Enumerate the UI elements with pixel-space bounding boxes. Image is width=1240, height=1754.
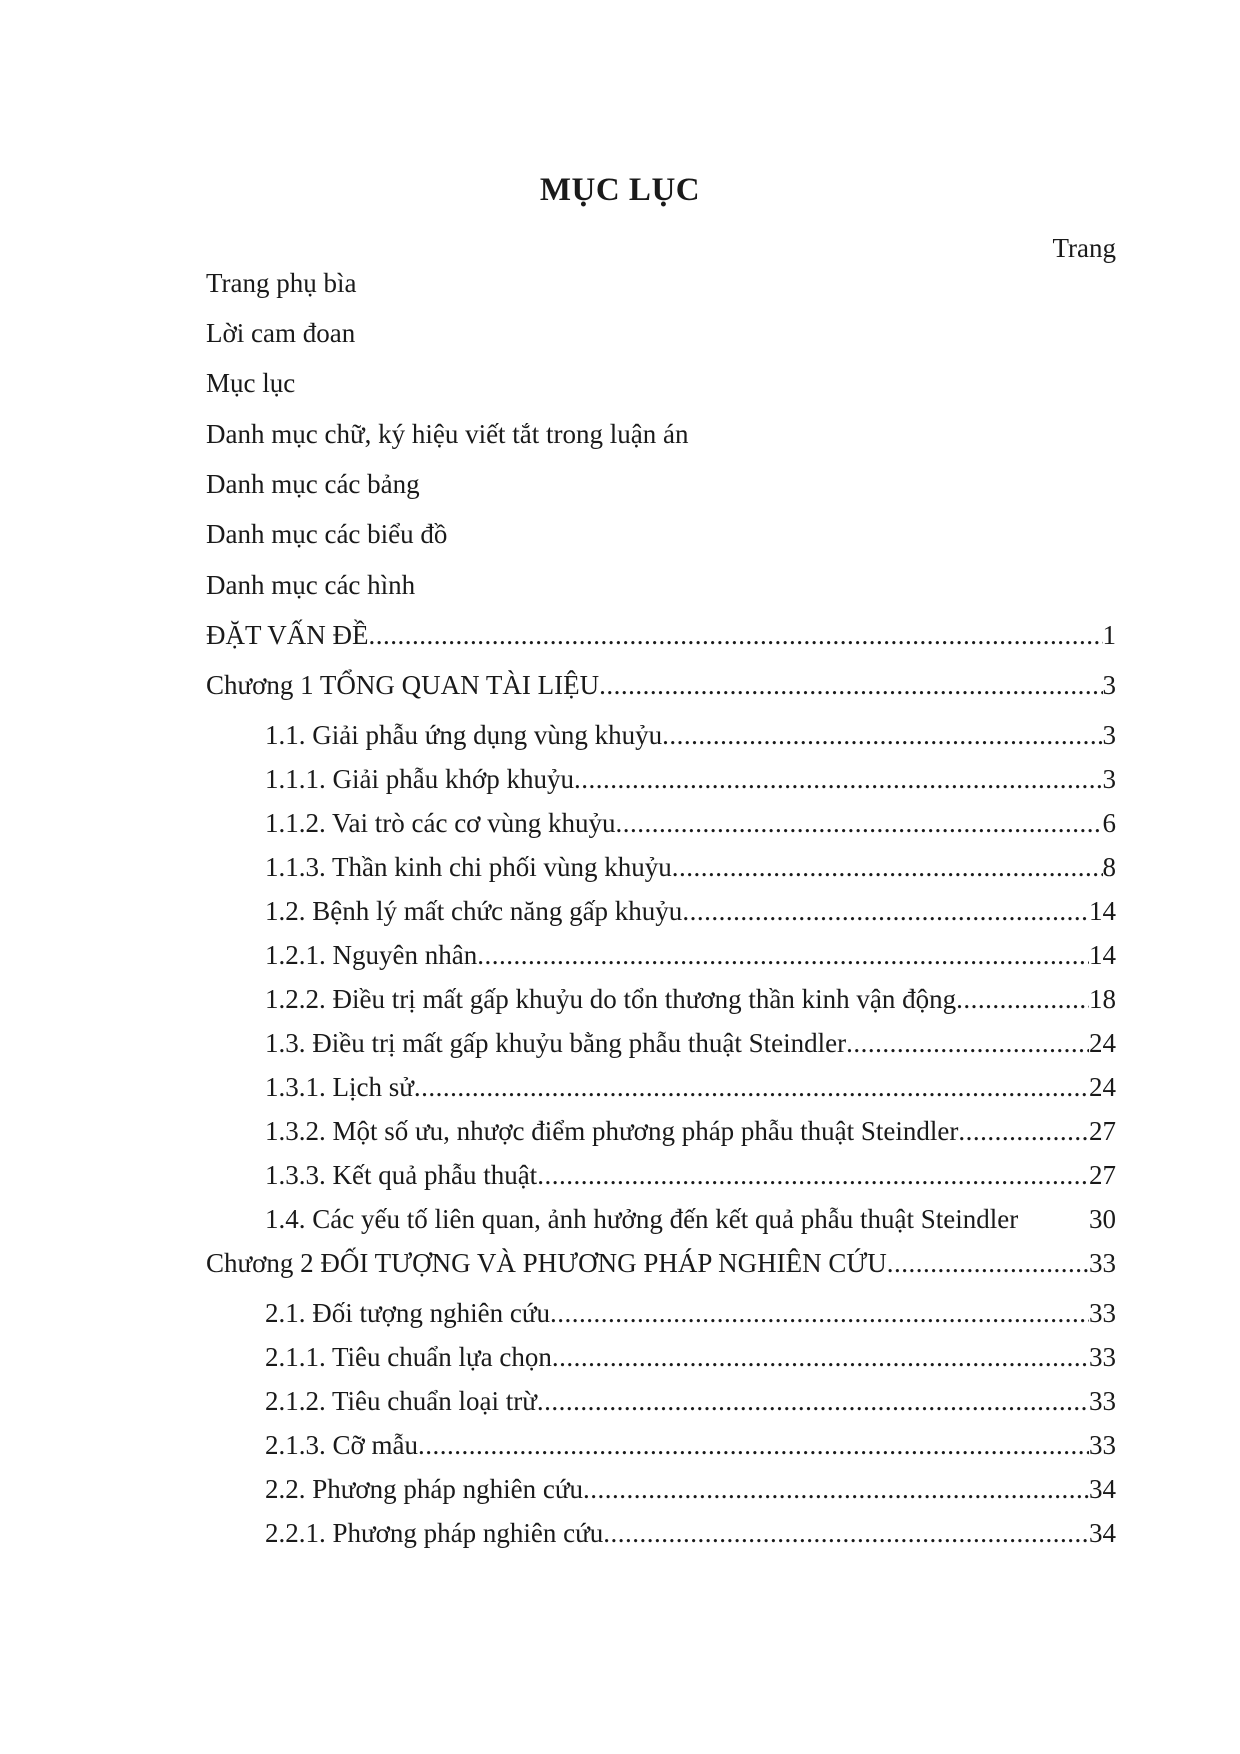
toc-page-number: 33 (1089, 1298, 1116, 1328)
toc-page-number: 14 (1089, 896, 1116, 926)
dot-leader (583, 1472, 1089, 1506)
toc-entry[interactable]: 2.2. Phương pháp nghiên cứu ..... 34 (265, 1472, 1116, 1506)
dot-leader (537, 1158, 1089, 1192)
toc-page-number: 33 (1089, 1430, 1116, 1460)
toc-page-number: 3 (1102, 720, 1116, 750)
toc-entry[interactable]: 1.2. Bệnh lý mất chức năng gấp khuỷu ..... 14 (265, 894, 1116, 928)
toc-page-number: 18 (1089, 984, 1116, 1014)
toc-page-number: 33 (1089, 1386, 1116, 1416)
dot-leader (662, 718, 1102, 752)
toc-page-number: 30 (1089, 1204, 1116, 1234)
dot-leader (887, 1246, 1089, 1280)
toc-page-number: 27 (1089, 1160, 1116, 1190)
toc-page-number: 34 (1089, 1474, 1116, 1504)
toc-front-matter-item[interactable]: Danh mục các biểu đồ (206, 519, 448, 549)
toc-entry[interactable]: 1.1.1. Giải phẫu khớp khuỷu ..... 3 (265, 762, 1116, 796)
dot-leader (537, 1384, 1089, 1418)
toc-entry[interactable]: 1.3.3. Kết quả phẫu thuật ..... 27 (265, 1158, 1116, 1192)
dot-leader (615, 806, 1102, 840)
dot-leader (477, 938, 1089, 972)
toc-front-matter-item[interactable]: Lời cam đoan (206, 318, 356, 348)
toc-page-number: 27 (1089, 1116, 1116, 1146)
dot-leader (599, 668, 1102, 702)
toc-page-number: 1 (1102, 620, 1116, 650)
toc-entry[interactable]: 1.1. Giải phẫu ứng dụng vùng khuỷu ..... 3 (265, 718, 1116, 752)
toc-page-number: 8 (1102, 852, 1116, 882)
toc-entry[interactable]: 2.2.1. Phương pháp nghiên cứu ..... 34 (265, 1516, 1116, 1550)
page-column-label: Trang (1052, 233, 1116, 263)
toc-entry[interactable]: 1.1.2. Vai trò các cơ vùng khuỷu ..... 6 (265, 806, 1116, 840)
dot-leader (574, 762, 1103, 796)
toc-front-matter-item[interactable]: Trang phụ bìa (206, 268, 357, 298)
toc-page-number: 33 (1089, 1248, 1116, 1278)
dot-leader (414, 1070, 1089, 1104)
dot-leader (958, 1114, 1089, 1148)
toc-entry[interactable]: 1.2.2. Điều trị mất gấp khuỷu do tổn thương thần kinh vận động ..... 18 (265, 982, 1116, 1016)
toc-page-number: 33 (1089, 1342, 1116, 1372)
toc-entry[interactable]: ĐẶT VẤN ĐỀ ..... 1 (206, 618, 1116, 652)
toc-front-matter-item[interactable]: Danh mục các hình (206, 570, 416, 600)
dot-leader (672, 850, 1103, 884)
dot-leader (846, 1026, 1089, 1060)
toc-entry[interactable]: Chương 1 TỔNG QUAN TÀI LIỆU ..... 3 (206, 668, 1116, 702)
toc-page-number: 24 (1089, 1028, 1116, 1058)
toc-entry[interactable]: 1.3.1. Lịch sử ..... 24 (265, 1070, 1116, 1104)
toc-page-number: 14 (1089, 940, 1116, 970)
toc-entry[interactable]: 1.1.3. Thần kinh chi phối vùng khuỷu ..... 8 (265, 850, 1116, 884)
dot-leader (682, 894, 1089, 928)
toc-entry[interactable]: 2.1. Đối tượng nghiên cứu ..... 33 (265, 1296, 1116, 1330)
toc-entry[interactable]: 2.1.3. Cỡ mẫu ..... 33 (265, 1428, 1116, 1462)
toc-page-number: 6 (1102, 808, 1116, 838)
dot-leader (956, 982, 1089, 1016)
toc-front-matter-item[interactable]: Danh mục chữ, ký hiệu viết tắt trong luận án (206, 419, 689, 449)
toc-page-number: 34 (1089, 1518, 1116, 1548)
toc-entry[interactable]: 1.2.1. Nguyên nhân ..... 14 (265, 938, 1116, 972)
toc-front-matter-item[interactable]: Mục lục (206, 368, 296, 398)
toc-entry[interactable]: 1.4. Các yếu tố liên quan, ảnh hưởng đến kết quả phẫu thuật Steindler 30 (265, 1204, 1116, 1234)
toc-entry[interactable]: 1.3.2. Một số ưu, nhược điểm phương pháp phẫu thuật Steindler ..... 27 (265, 1114, 1116, 1148)
dot-leader (550, 1296, 1089, 1330)
dot-leader (369, 618, 1103, 652)
toc-entry[interactable]: 2.1.2. Tiêu chuẩn loại trừ ..... 33 (265, 1384, 1116, 1418)
toc-front-matter-item[interactable]: Danh mục các bảng (206, 469, 420, 499)
dot-leader (418, 1428, 1089, 1462)
toc-page-number: 3 (1102, 764, 1116, 794)
toc-page-number: 3 (1102, 670, 1116, 700)
toc-page-number: 24 (1089, 1072, 1116, 1102)
page-title: MỤC LỤC (539, 172, 701, 208)
dot-leader (552, 1340, 1089, 1374)
dot-leader (603, 1516, 1089, 1550)
toc-entry[interactable]: 2.1.1. Tiêu chuẩn lựa chọn ..... 33 (265, 1340, 1116, 1374)
toc-entry[interactable]: 1.3. Điều trị mất gấp khuỷu bằng phẫu thuật Steindler ..... 24 (265, 1026, 1116, 1060)
toc-entry[interactable]: Chương 2 ĐỐI TƯỢNG VÀ PHƯƠNG PHÁP NGHIÊN CỨU ..... 33 (206, 1246, 1116, 1280)
